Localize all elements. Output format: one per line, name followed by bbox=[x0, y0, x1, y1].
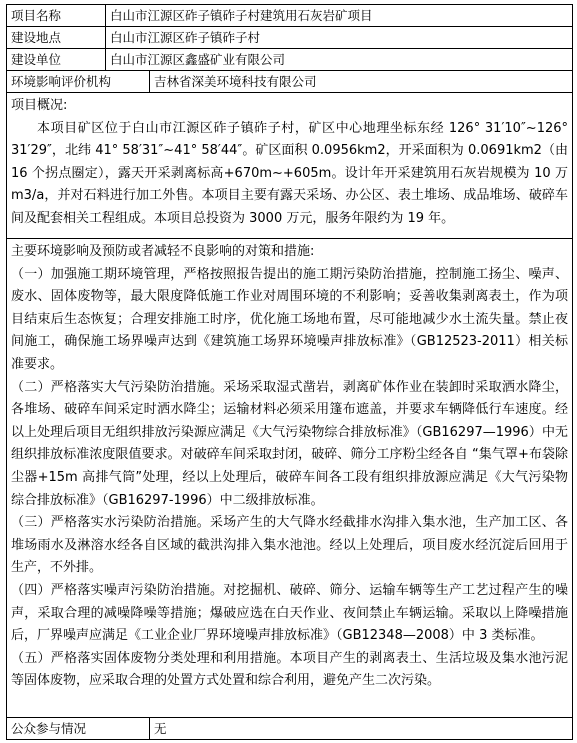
row-location bbox=[7, 27, 573, 49]
project-name-label: 项目名称 bbox=[7, 5, 106, 27]
measure-item-5: （五）严格落实固体废物分类处理和利用措施。本项目产生的剥离表土、生活垃圾及集水池污泥等固体废物，应采取合理的处置方式处置和综合利用，避免产生二次污染。 bbox=[11, 650, 569, 689]
agency-label: 环境影响评价机构 bbox=[7, 71, 150, 93]
public-value: 无 bbox=[150, 718, 573, 740]
location-value: 白山市江源区砟子镇砟子村 bbox=[106, 27, 573, 49]
row-agency bbox=[7, 71, 573, 93]
row-measures bbox=[7, 239, 573, 718]
location-label: 建设地点 bbox=[7, 27, 106, 49]
overview-heading: 项目概况: bbox=[11, 98, 68, 113]
project-name-value: 白山市江源区砟子镇砟子村建筑用石灰岩矿项目 bbox=[106, 5, 573, 27]
overview-cell bbox=[7, 93, 573, 239]
overview-text: 本项目矿区位于白山市江源区砟子镇砟子村，矿区中心地理坐标东经 126° 31′10″~126° 31′29″，北纬 41° 58′31″~41° 58′44″。矿区面积 0.0956km2，开采面积为 0.0691km2（由 16 个拐点圈定），露天开采剥离标高+670m~+605m。设计年开采建筑用石灰岩规模为 10 万 m3/a，并对石料进行加工外售。本项目主要有露天采场、办公区、表土堆场、成品堆场、破碎车间及配套相关工程组成。本项目总投资为 3000 万元，服务年限约为 19 年。 bbox=[11, 120, 569, 226]
unit-value: 白山市江源区鑫盛矿业有限公司 bbox=[106, 49, 573, 71]
row-project-name bbox=[7, 5, 573, 27]
measure-item-4: （四）严格落实噪声污染防治措施。对挖掘机、破碎、筛分、运输车辆等生产工艺过程产生的噪声，采取合理的减噪降噪等措施；爆破应选在白天作业、夜间禁止车辆运输。采取以上降噪措施后，厂界噪声应满足《工业企业厂界环境噪声排放标准》（GB12348—2008）中 3 类标准。 bbox=[11, 582, 569, 644]
measures-heading: 主要环境影响及预防或者减轻不良影响的对策和措施: bbox=[11, 244, 315, 259]
agency-value: 吉林省深美环境科技有限公司 bbox=[150, 71, 573, 93]
measure-item-3: （三）严格落实水污染防治措施。采场产生的大气降水经截排水沟排入集水池，生产加工区、各堆场雨水及淋溶水经各自区域的截洪沟排入集水池池。经以上处理后，项目废水经沉淀后回用于生产，不外排。 bbox=[11, 515, 569, 576]
row-public bbox=[7, 718, 573, 740]
row-overview bbox=[7, 93, 573, 239]
measures-cell bbox=[7, 239, 573, 718]
measure-item-1: （一）加强施工期环境管理，严格按照报告提出的施工期污染防治措施，控制施工扬尘、噪声、废水、固体废物等，最大限度降低施工作业对周围环境的不利影响；妥善收集剥离表土，作为项目结束后生态恢复；合理安排施工时序，优化施工场地布置，尽可能地减少水土流失量。禁止夜间施工，确保施工场界噪声达到《建筑施工场界环境噪声排放标准》（GB12523-2011）相关标准要求。 bbox=[11, 266, 569, 372]
public-label: 公众参与情况 bbox=[7, 718, 150, 740]
row-unit bbox=[7, 49, 573, 71]
measure-item-2: （二）严格落实大气污染防治措施。采场采取湿式凿岩，剥离矿体作业在装卸时采取洒水降尘，各堆场、破碎车间采定时洒水降尘；运输材料必须采用篷布遮盖，并要求车辆降低行车速度。经以上处理后项目无组织排放污染源应满足《大气污染物综合排放标准》（GB16297—1996）中无组织排放标准浓度限值要求。对破碎车间采取封闭，破碎、筛分工序粉尘经各自 “集气罩+布袋除尘器+15m 高排气筒”处理，经以上处理后，破碎车间各工段有组织排放源应满足《大气污染物综合排放标准》（GB16297-1996）中二级排放标准。 bbox=[11, 379, 569, 508]
unit-label: 建设单位 bbox=[7, 49, 106, 71]
project-info-table bbox=[6, 4, 573, 740]
